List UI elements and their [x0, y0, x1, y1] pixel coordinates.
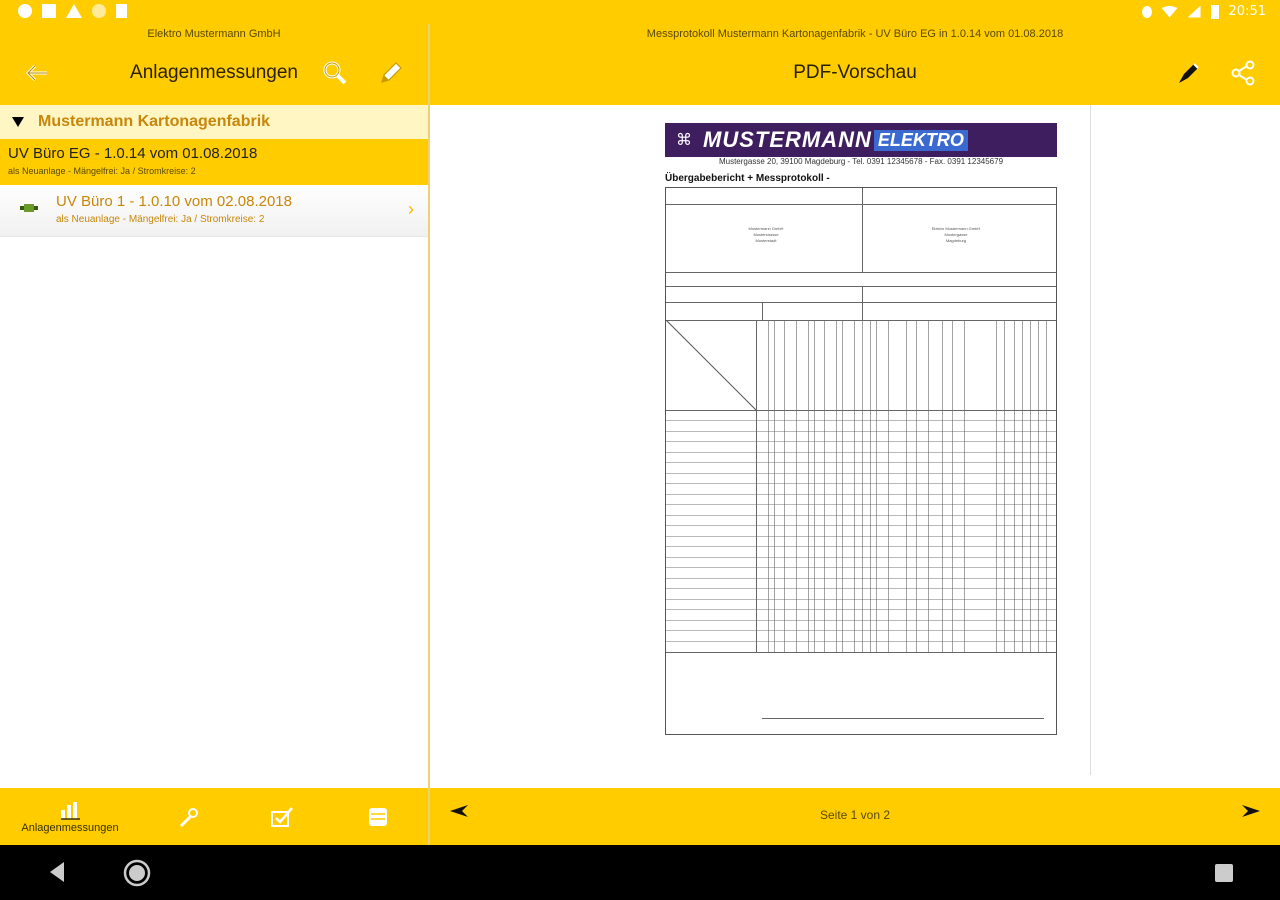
right-title: PDF-Vorschau [793, 62, 917, 83]
nav-recents-button[interactable] [1214, 863, 1234, 883]
page-indicator: Seite 1 von 2 [819, 808, 891, 822]
logo-text: MUSTERMANN [703, 127, 872, 152]
wifi-icon [1162, 6, 1178, 18]
system-nav-bar [0, 845, 1280, 900]
arrow-right-icon [1242, 805, 1260, 817]
right-header [430, 24, 1280, 105]
location-icon [1142, 6, 1152, 18]
circle-icon [92, 4, 106, 18]
list-item-subtitle: als Neuanlage - Mängelfrei: Ja / Stromkreise: 2 [8, 166, 196, 176]
chart-icon [59, 800, 81, 820]
gear-icon [18, 4, 32, 18]
left-pane [0, 24, 428, 845]
status-bar [0, 0, 1280, 24]
next-page-button[interactable] [1242, 804, 1260, 822]
right-pane [430, 24, 1280, 845]
warning-icon [66, 4, 82, 18]
sd-card-icon [116, 4, 127, 18]
left-header [0, 24, 428, 105]
nav-back-button[interactable] [46, 860, 68, 884]
company-address: Mustergasse 20, 39100 Magdeburg - Tel. 0391 12345678 - Fax. 0391 12345679 [718, 157, 1004, 166]
search-icon [322, 60, 348, 86]
document-subtitle: Messprotokoll Mustermann Kartonagenfabrik - UV Büro EG in 1.0.14 vom 01.08.2018 [646, 28, 1064, 40]
logo-symbol-icon: ⌘ [676, 132, 692, 149]
table-diagonal [666, 320, 756, 410]
chevron-right-icon: › [408, 199, 414, 219]
edit-button[interactable] [376, 58, 406, 88]
list-item[interactable] [0, 139, 428, 185]
company-name: Elektro Mustermann GmbH [147, 28, 281, 40]
tab-label: Anlagenmessungen [21, 821, 119, 834]
page-edge [1090, 105, 1091, 775]
logo-text-2: ELEKTRO [874, 130, 968, 151]
document-title: Übergabebericht + Messprotokoll - [665, 173, 830, 184]
pdf-preview-area[interactable] [430, 105, 1280, 788]
share-icon [1230, 60, 1256, 86]
triangle-down-icon [12, 117, 24, 127]
signal-icon [1188, 6, 1201, 18]
tab-storage[interactable] [356, 788, 400, 845]
checklist-icon [270, 806, 294, 828]
form-frame: Mustermann GmbH Musterstrasse Musterstadt Elektro Mustermann GmbH Mustergasse Magdeburg [665, 187, 1057, 735]
download-icon [42, 4, 56, 18]
pen-nib-icon [1176, 60, 1202, 86]
tools-icon [177, 806, 199, 828]
pencil-icon [378, 60, 404, 86]
storage-icon [367, 806, 389, 828]
share-button[interactable] [1228, 58, 1258, 88]
nav-home-button[interactable] [122, 858, 152, 888]
status-time: 20:51 [1228, 4, 1266, 19]
sign-button[interactable] [1174, 58, 1204, 88]
search-button[interactable] [320, 58, 350, 88]
tab-tools[interactable] [166, 788, 210, 845]
left-title: Anlagenmessungen [130, 62, 298, 83]
list-item[interactable] [0, 185, 428, 237]
company-logo [665, 123, 1057, 157]
tab-checklist[interactable] [260, 788, 304, 845]
plug-icon [20, 201, 38, 215]
tab-anlagenmessungen[interactable] [8, 788, 132, 845]
pdf-page [665, 123, 1059, 739]
list-item-title: UV Büro 1 - 1.0.10 vom 02.08.2018 [56, 193, 292, 210]
group-label: Mustermann Kartonagenfabrik [38, 113, 271, 130]
list-item-title: UV Büro EG - 1.0.14 vom 01.08.2018 [8, 145, 258, 162]
pager-bar [430, 788, 1280, 845]
group-row[interactable] [0, 105, 428, 139]
bottom-tab-bar [0, 788, 428, 845]
battery-icon [1211, 5, 1219, 19]
list-item-subtitle: als Neuanlage - Mängelfrei: Ja / Stromkreise: 2 [56, 214, 265, 225]
